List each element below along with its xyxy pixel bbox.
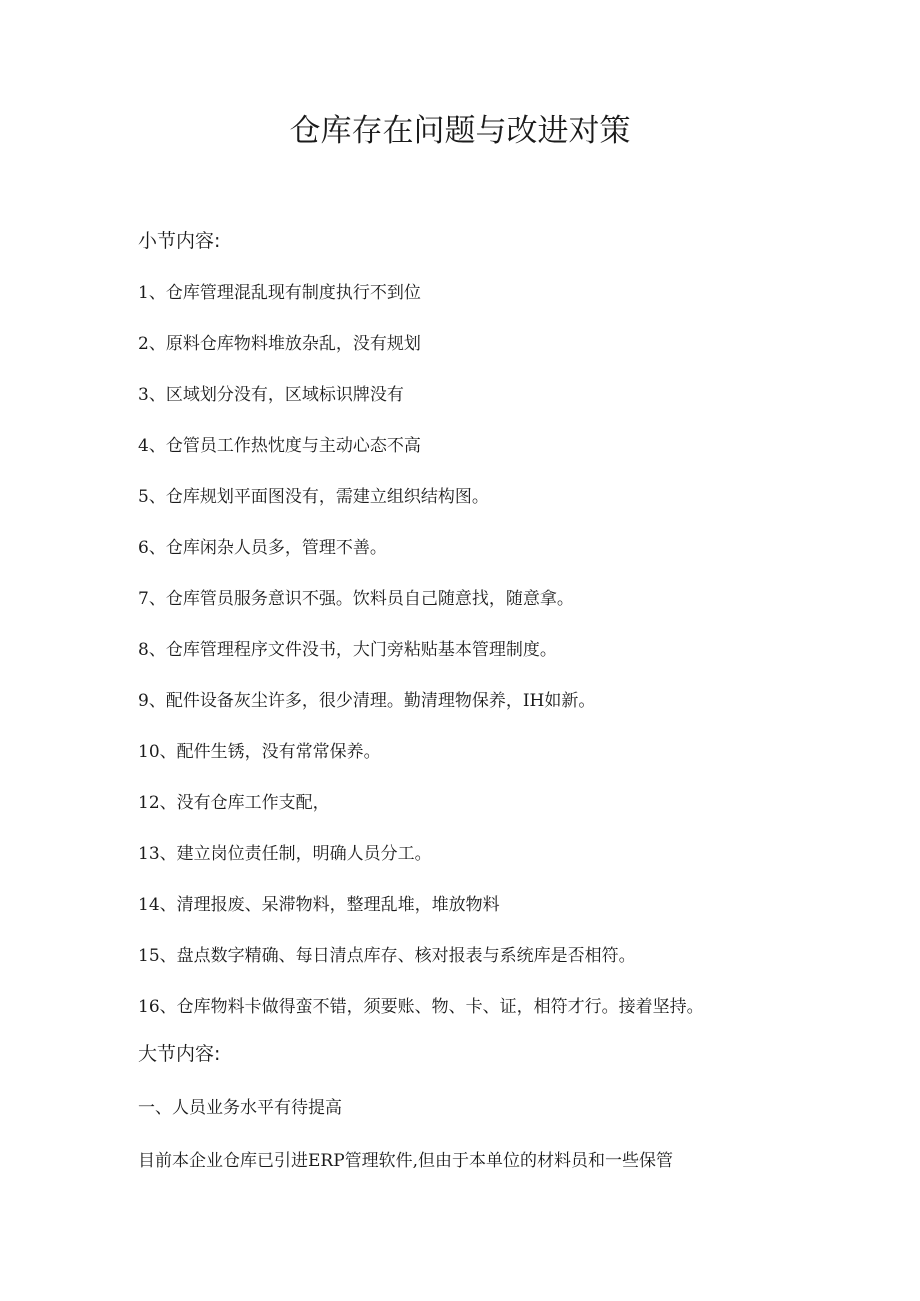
list-item: 3、区域划分没有，区域标识牌没有	[138, 385, 404, 405]
large-section-subheading: 一、人员业务水平有待提高	[138, 1098, 342, 1118]
list-item: 6、仓库闲杂人员多，管理不善。	[138, 538, 387, 558]
list-item: 12、没有仓库工作支配，	[138, 793, 330, 813]
list-item: 13、建立岗位责任制，明确人员分工。	[138, 844, 432, 864]
list-item: 2、原料仓库物料堆放杂乱，没有规划	[138, 334, 421, 354]
list-item: 1、仓库管理混乱现有制度执行不到位	[138, 283, 421, 303]
list-item: 15、盘点数字精确、每日清点库存、核对报表与系统库是否相符。	[138, 946, 636, 966]
document-title: 仓库存在问题与改进对策	[289, 113, 631, 149]
small-section-heading: 小节内容:	[138, 230, 221, 252]
list-item: 8、仓库管理程序文件没书，大门旁粘贴基本管理制度。	[138, 640, 557, 660]
large-section-heading: 大节内容:	[138, 1043, 221, 1065]
list-item: 5、仓库规划平面图没有，需建立组织结构图。	[138, 487, 489, 507]
list-item: 7、仓库管员服务意识不强。饮料员自己随意找，随意拿。	[138, 589, 574, 609]
list-item: 16、仓库物料卡做得蛮不错，须要账、物、卡、证，相符才行。接着坚持。	[138, 997, 704, 1017]
problem-list	[138, 280, 704, 1045]
list-item: 10、配件生锈，没有常常保养。	[138, 742, 381, 762]
list-item: 9、配件设备灰尘许多，很少清理。勤清理物保养，IH如新。	[138, 691, 596, 711]
list-item: 4、仓管员工作热忱度与主动心态不高	[138, 436, 421, 456]
list-item: 14、清理报废、呆滞物料，整理乱堆，堆放物料	[138, 895, 500, 915]
body-paragraph: 目前本企业仓库已引进ERP管理软件,但由于本单位的材料员和一些保管	[138, 1151, 674, 1171]
